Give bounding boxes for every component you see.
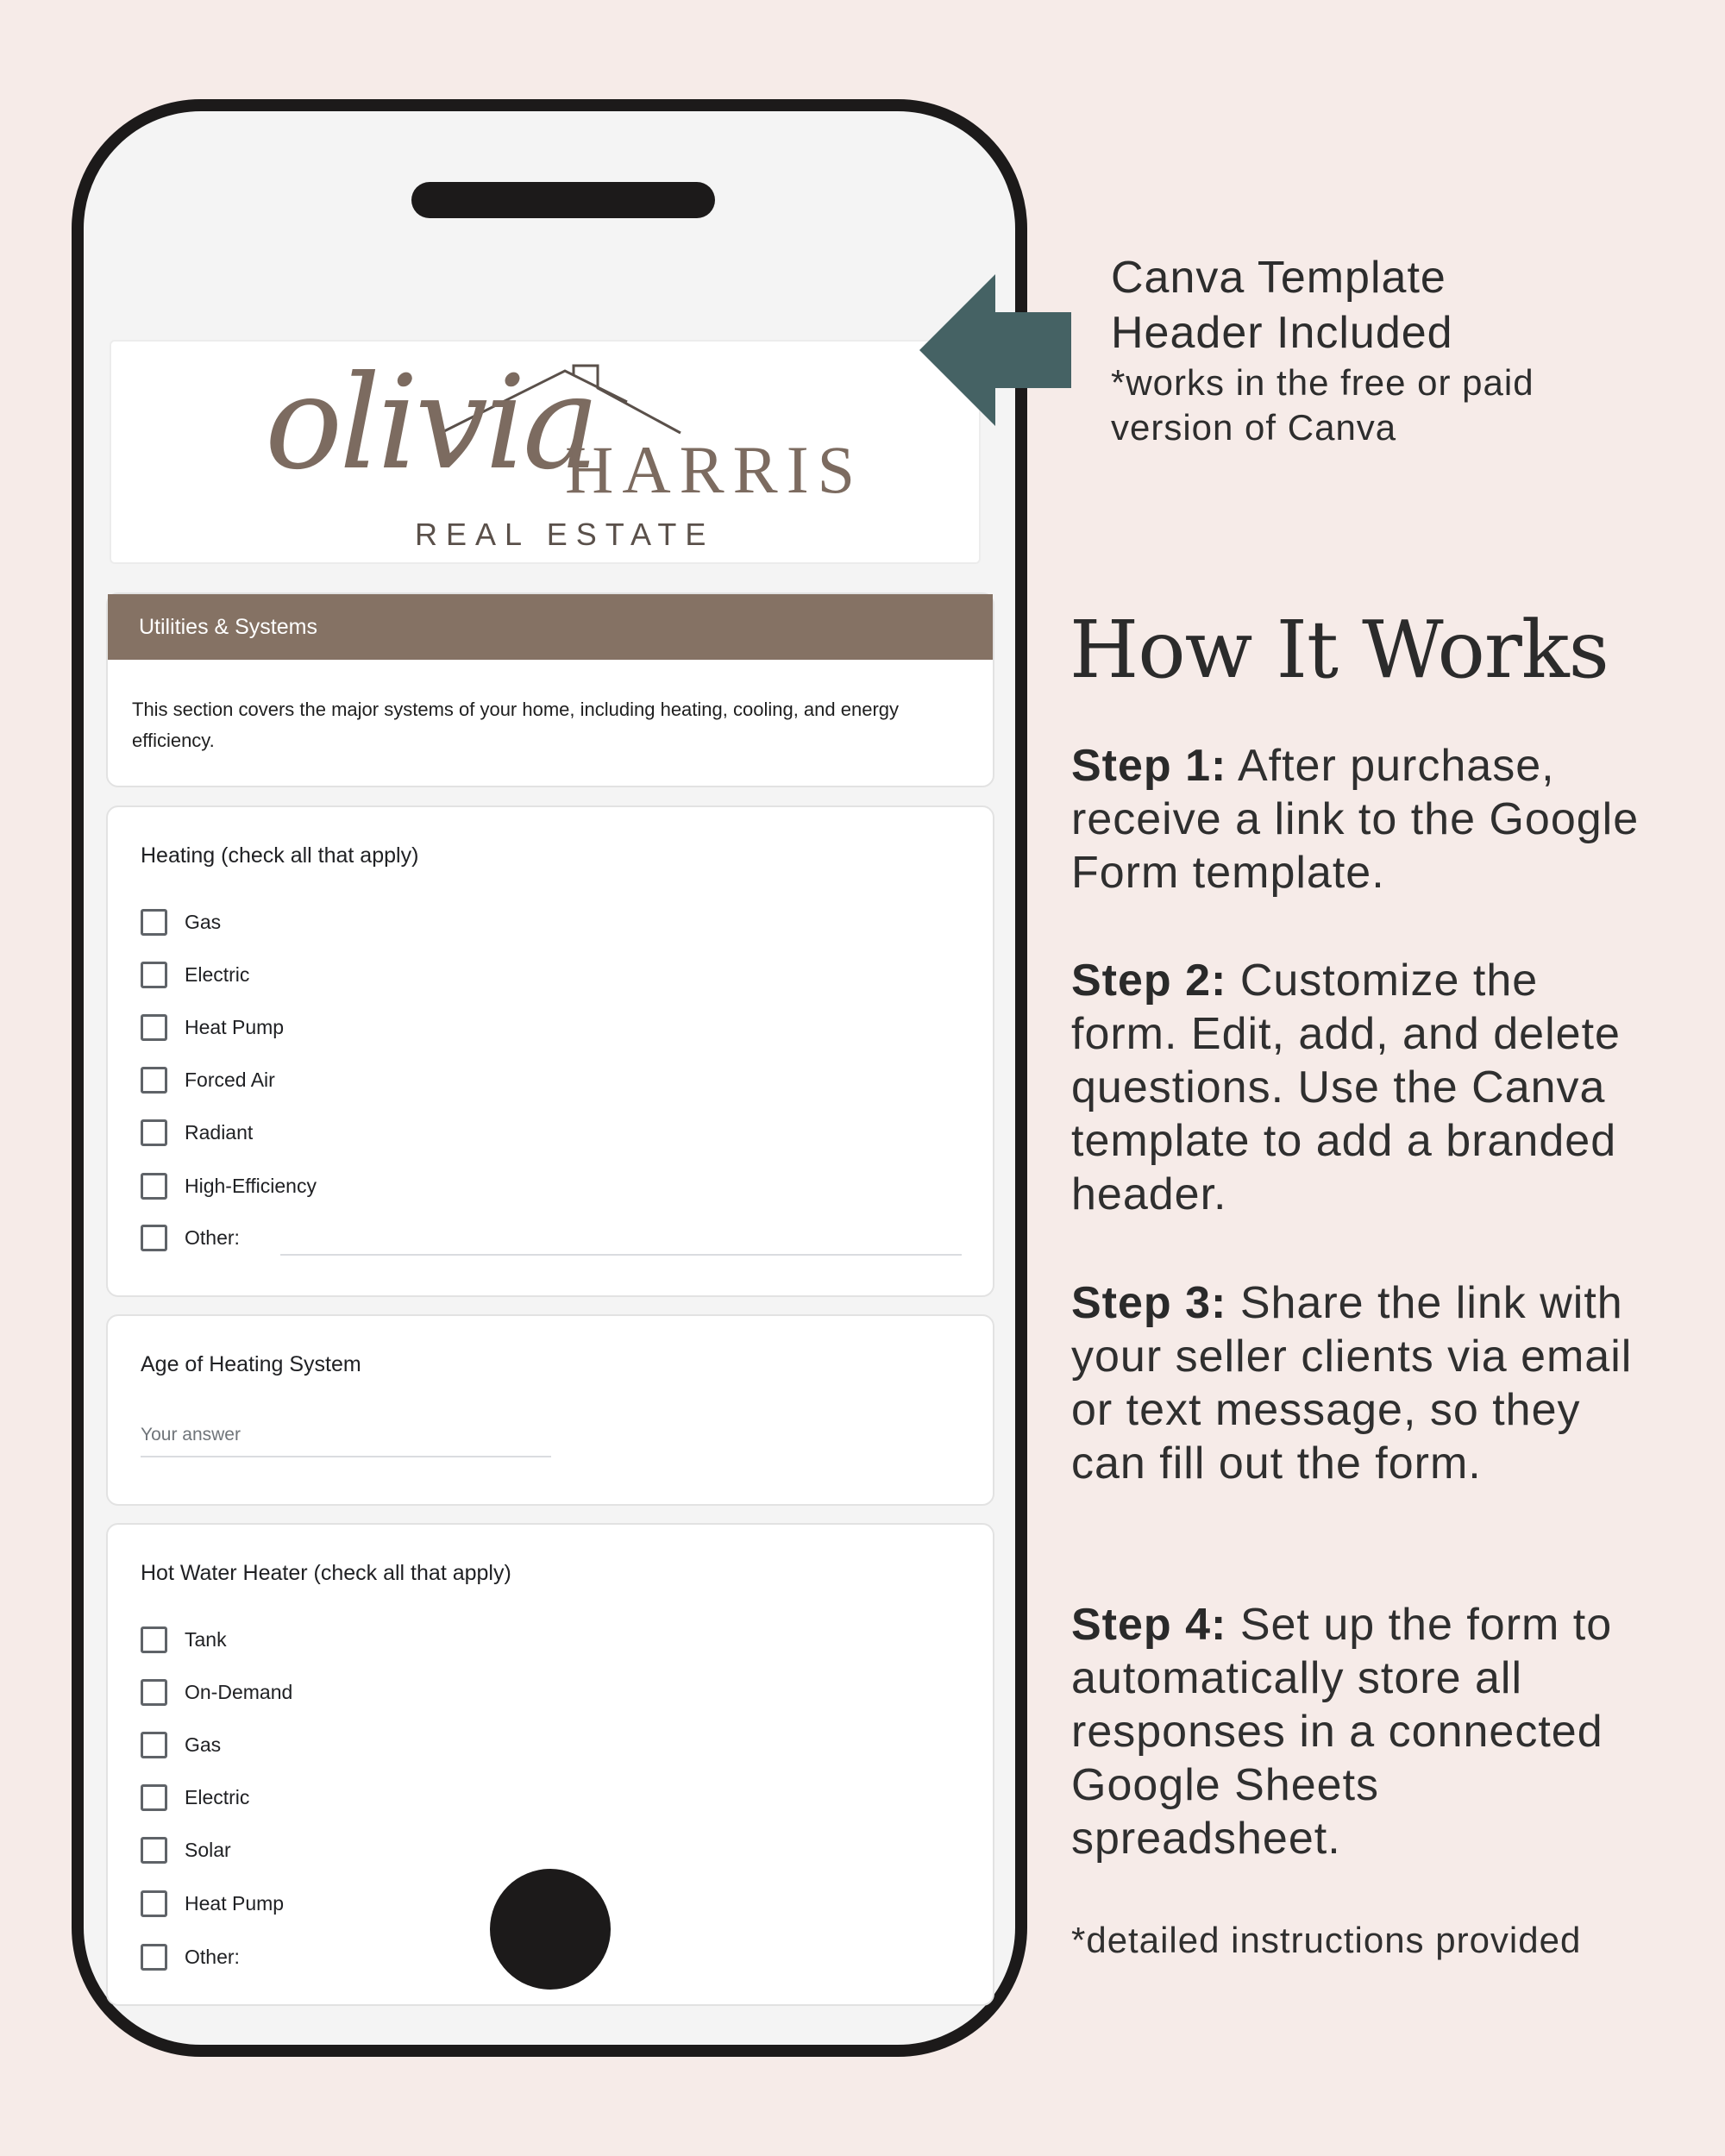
option-label: Heat Pump <box>185 1891 285 1915</box>
option-label: Other: <box>185 1945 240 1968</box>
arrow-left-icon <box>919 274 1071 426</box>
checkbox-option[interactable] <box>141 1835 231 1865</box>
checkbox[interactable] <box>141 909 167 936</box>
step-label: Step 2: <box>1071 956 1227 1006</box>
checkbox-option[interactable] <box>141 1783 249 1812</box>
phone-mockup <box>72 99 1027 2057</box>
canva-callout <box>1111 250 1663 450</box>
phone-screen <box>106 241 994 1968</box>
option-label: Electric <box>185 962 250 986</box>
step-1 <box>1071 739 1658 899</box>
question-title: Hot Water Heater (check all that apply) <box>141 1561 511 1585</box>
checkbox-option[interactable] <box>141 907 221 937</box>
option-label: Heat Pump <box>185 1015 285 1038</box>
other-text-input[interactable] <box>280 1254 962 1256</box>
callout-title-line2: Header Included <box>1111 308 1453 358</box>
footnote: *detailed instructions provided <box>1071 1920 1582 1960</box>
checkbox-option[interactable] <box>141 1171 317 1200</box>
checkbox-option[interactable] <box>141 1677 292 1707</box>
step-3 <box>1071 1276 1658 1490</box>
phone-home-button <box>490 1869 611 1990</box>
phone-speaker <box>411 182 715 218</box>
option-label: Gas <box>185 1733 222 1756</box>
section-title: Utilities & Systems <box>108 594 993 660</box>
checkbox-option[interactable] <box>141 1012 284 1042</box>
age-question-card <box>106 1314 994 1506</box>
step-label: Step 3: <box>1071 1278 1227 1328</box>
option-label: Gas <box>185 910 222 933</box>
checkbox[interactable] <box>141 1890 167 1917</box>
step-text: Share the link with your seller clients via email or text message, so they can fill out the form. <box>1071 1278 1633 1489</box>
checkbox[interactable] <box>141 1944 167 1971</box>
checkbox-option[interactable] <box>141 1625 227 1654</box>
step-text: Customize the form. Edit, add, and delete questions. Use the Canva template to add a branded header. <box>1071 956 1621 1219</box>
section-card <box>106 592 994 787</box>
step-4 <box>1071 1598 1658 1865</box>
logo-script-name: olivia <box>265 348 597 498</box>
section-description: This section covers the major systems of your home, including heating, cooling, and energy efficiency. <box>132 699 900 751</box>
checkbox-option-other[interactable] <box>141 1942 240 1971</box>
checkbox[interactable] <box>141 1626 167 1653</box>
callout-title-line1: Canva Template <box>1111 253 1446 303</box>
callout-note: *works in the free or paid version of Canva <box>1111 362 1534 448</box>
option-label: Other: <box>185 1225 240 1249</box>
checkbox[interactable] <box>141 1173 167 1200</box>
checkbox[interactable] <box>141 1225 167 1251</box>
step-text: Set up the form to automatically store all responses in a connected Google Sheets spreadsheet. <box>1071 1600 1613 1864</box>
answer-underline <box>141 1456 551 1457</box>
step-label: Step 1: <box>1071 741 1227 791</box>
question-title: Age of Heating System <box>141 1352 361 1376</box>
answer-input[interactable]: Your answer <box>141 1425 241 1445</box>
logo-subtitle: REAL ESTATE <box>415 517 715 552</box>
option-label: On-Demand <box>185 1680 293 1703</box>
option-label: Forced Air <box>185 1068 275 1091</box>
checkbox[interactable] <box>141 962 167 988</box>
checkbox-option[interactable] <box>141 1730 221 1759</box>
option-label: Solar <box>185 1838 231 1861</box>
how-it-works-title: How It Works <box>1070 604 1609 696</box>
checkbox[interactable] <box>141 1014 167 1041</box>
question-title: Heating (check all that apply) <box>141 843 419 868</box>
checkbox-option[interactable] <box>141 1889 284 1918</box>
form-header-card <box>110 340 981 564</box>
checkbox-option-other[interactable] <box>141 1223 240 1252</box>
logo-surname: HARRIS <box>565 432 864 507</box>
checkbox[interactable] <box>141 1732 167 1758</box>
step-label: Step 4: <box>1071 1600 1227 1650</box>
step-2 <box>1071 954 1658 1221</box>
checkbox[interactable] <box>141 1679 167 1706</box>
checkbox-option[interactable] <box>141 960 249 989</box>
option-label: Electric <box>185 1785 250 1808</box>
step-text: After purchase, receive a link to the Google Form template. <box>1071 741 1640 898</box>
checkbox[interactable] <box>141 1119 167 1146</box>
checkbox[interactable] <box>141 1784 167 1811</box>
heating-question-card <box>106 805 994 1297</box>
option-label: Tank <box>185 1627 227 1651</box>
checkbox[interactable] <box>141 1837 167 1864</box>
checkbox-option[interactable] <box>141 1118 253 1147</box>
option-label: High-Efficiency <box>185 1174 317 1197</box>
option-label: Radiant <box>185 1120 254 1144</box>
checkbox-option[interactable] <box>141 1065 275 1094</box>
checkbox[interactable] <box>141 1067 167 1094</box>
